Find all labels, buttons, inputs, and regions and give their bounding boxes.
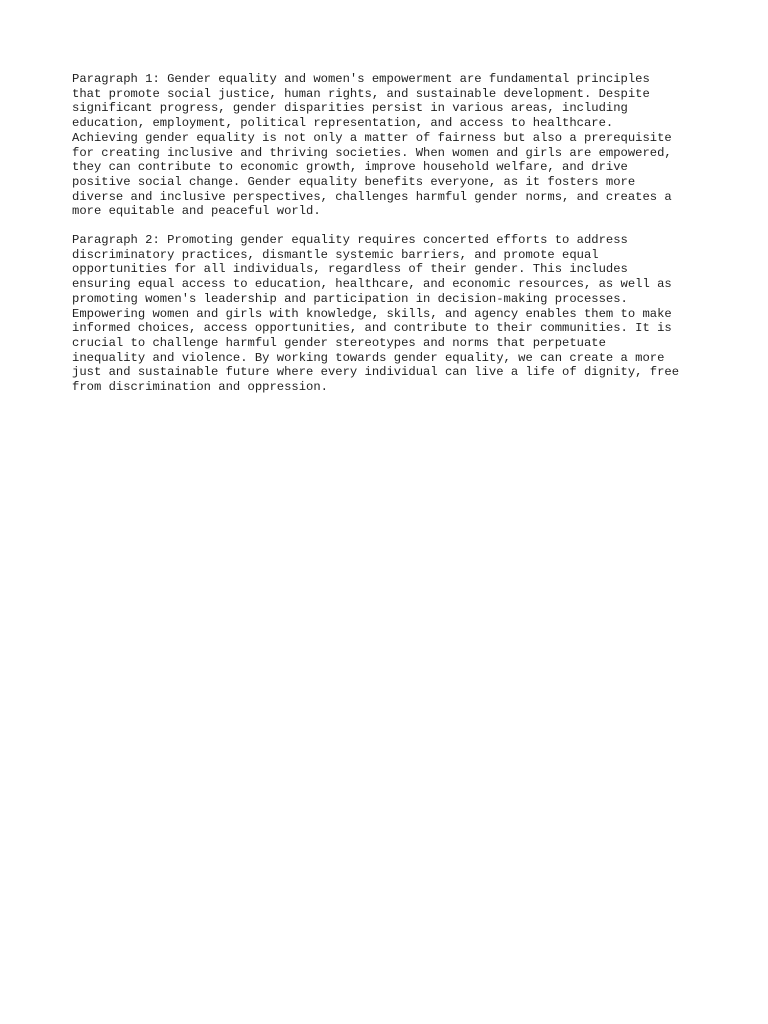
document-page — [72, 72, 712, 409]
paragraph-line: discriminatory practices, dismantle systemic barriers, and promote equal — [72, 247, 599, 262]
paragraph-line: just and sustainable future where every individual can live a life of dignity, free — [72, 365, 680, 380]
paragraph-line: ensuring equal access to education, healthcare, and economic resources, as well as — [72, 277, 672, 292]
paragraph-line: more equitable and peaceful world. — [72, 204, 321, 219]
paragraph-2 — [72, 233, 712, 395]
paragraph-line: they can contribute to economic growth, improve household welfare, and drive — [72, 160, 628, 175]
paragraph-1 — [72, 72, 712, 219]
paragraph-line: Paragraph 1: Gender equality and women's empowerment are fundamental principles — [72, 72, 650, 86]
paragraph-line: diverse and inclusive perspectives, challenges harmful gender norms, and creates a — [72, 189, 672, 204]
paragraph-line: significant progress, gender disparities persist in various areas, including — [72, 101, 628, 116]
paragraph-line: crucial to challenge harmful gender stereotypes and norms that perpetuate — [72, 335, 606, 350]
paragraph-line: positive social change. Gender equality benefits everyone, as it fosters more — [72, 174, 636, 189]
paragraph-line: informed choices, access opportunities, and contribute to their communities. It is — [72, 321, 672, 336]
paragraph-line: promoting women's leadership and participation in decision-making processes. — [72, 291, 628, 306]
paragraph-line: Achieving gender equality is not only a matter of fairness but also a prerequisite — [72, 130, 672, 145]
paragraph-line: opportunities for all individuals, regardless of their gender. This includes — [72, 262, 628, 277]
paragraph-line: for creating inclusive and thriving societies. When women and girls are empowered, — [72, 145, 672, 160]
paragraph-line: Paragraph 2: Promoting gender equality requires concerted efforts to address — [72, 233, 628, 248]
paragraph-line: that promote social justice, human rights, and sustainable development. Despite — [72, 86, 650, 101]
paragraph-line: education, employment, political representation, and access to healthcare. — [72, 116, 614, 131]
paragraph-line: from discrimination and oppression. — [72, 380, 328, 395]
paragraph-line: Empowering women and girls with knowledge, skills, and agency enables them to make — [72, 306, 672, 321]
paragraph-line: inequality and violence. By working towards gender equality, we can create a more — [72, 350, 665, 365]
